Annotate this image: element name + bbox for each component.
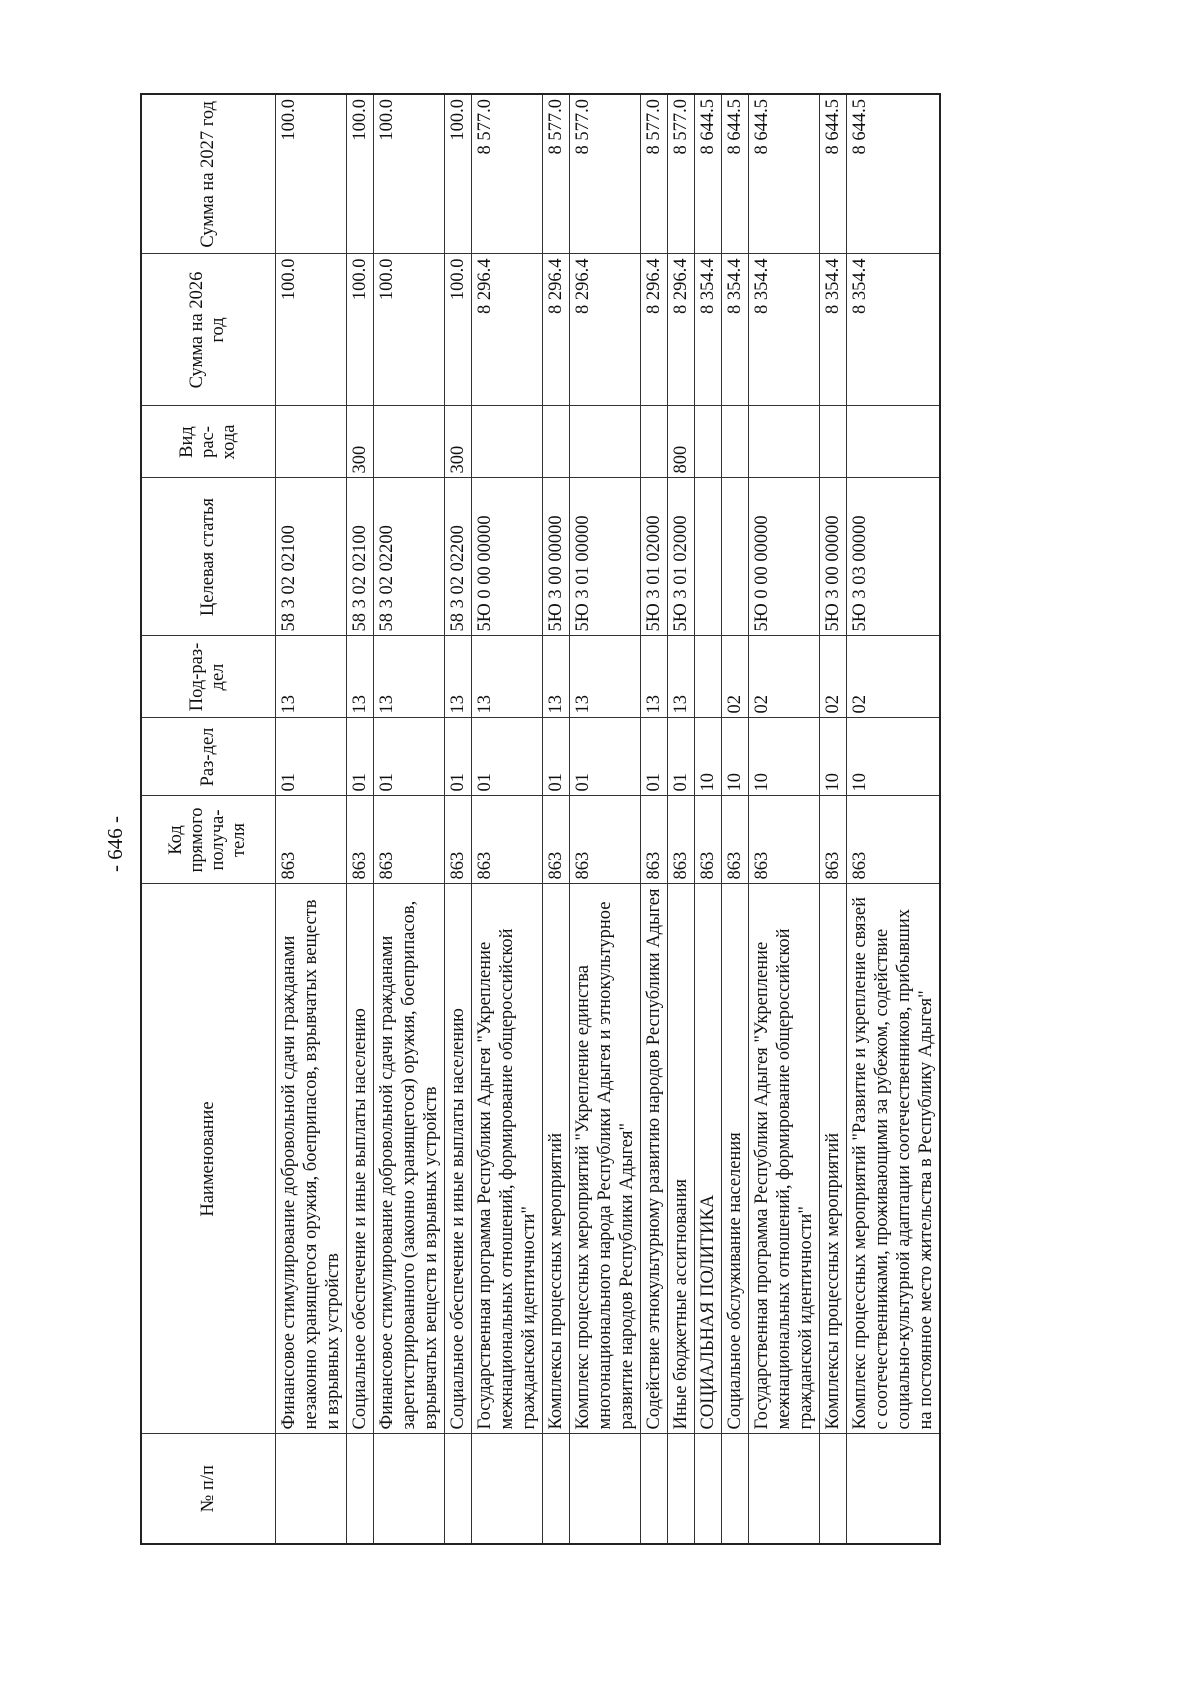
cell-vid [819,406,846,478]
cell-sum2026: 8 354.4 [846,254,940,406]
cell-num [640,1434,667,1544]
cell-article: 5Ю 0 00 00000 [748,478,819,636]
cell-code: 863 [667,796,694,884]
table-row [667,94,694,1544]
header-name: Наименование [141,884,275,1434]
page-number: - 646 - [102,816,127,872]
cell-sum2027: 8 644.5 [748,94,819,254]
cell-vid [640,406,667,478]
cell-code: 863 [569,796,640,884]
cell-name: Комплекс процессных мероприятий "Развитие и укрепление связей с соотечественниками, проживающими за рубежом, содействие социально-культурной адаптации соотечественников, прибывших на постоянное место жительства в Республику Адыгея" [846,884,940,1434]
cell-podrazdel: 02 [748,636,819,718]
cell-article [721,478,748,636]
cell-podrazdel: 02 [846,636,940,718]
table-row [542,94,569,1544]
cell-article: 5Ю 3 01 02000 [640,478,667,636]
cell-article: 5Ю 0 00 00000 [471,478,542,636]
cell-article: 5Ю 3 01 00000 [569,478,640,636]
cell-podrazdel: 02 [819,636,846,718]
cell-razdel: 10 [819,718,846,796]
cell-article: 58 3 02 02100 [275,478,346,636]
header-sum2027: Сумма на 2027 год [141,94,275,254]
cell-sum2026: 8 354.4 [819,254,846,406]
cell-code: 863 [373,796,444,884]
cell-num [471,1434,542,1544]
cell-vid [275,406,346,478]
cell-podrazdel: 13 [542,636,569,718]
cell-num [846,1434,940,1544]
cell-article [694,478,721,636]
cell-num [748,1434,819,1544]
header-num: № п/п [141,1434,275,1544]
cell-sum2027: 8 577.0 [569,94,640,254]
cell-sum2027: 100.0 [275,94,346,254]
cell-name: Финансовое стимулирование добровольной сдачи гражданами незаконно хранящегося оружия, боеприпасов, взрывчатых веществ и взрывных устройств [275,884,346,1434]
cell-vid [846,406,940,478]
cell-sum2027: 8 577.0 [471,94,542,254]
cell-num [694,1434,721,1544]
cell-sum2026: 100.0 [346,254,373,406]
cell-sum2027: 100.0 [346,94,373,254]
cell-article: 5Ю 3 01 02000 [667,478,694,636]
table-body [275,94,940,1544]
cell-razdel: 10 [694,718,721,796]
cell-num [542,1434,569,1544]
cell-sum2027: 8 644.5 [819,94,846,254]
cell-razdel: 01 [569,718,640,796]
cell-podrazdel: 13 [346,636,373,718]
table-row [346,94,373,1544]
cell-razdel: 01 [373,718,444,796]
cell-num [721,1434,748,1544]
table-row [819,94,846,1544]
cell-code: 863 [542,796,569,884]
cell-sum2027: 8 577.0 [542,94,569,254]
cell-podrazdel: 13 [373,636,444,718]
cell-sum2027: 100.0 [444,94,471,254]
cell-razdel: 01 [667,718,694,796]
header-row [141,94,275,1544]
cell-podrazdel: 13 [667,636,694,718]
cell-vid [373,406,444,478]
cell-name: Комплексы процессных мероприятий [542,884,569,1434]
cell-name: Социальное обеспечение и иные выплаты населению [346,884,373,1434]
cell-podrazdel: 13 [640,636,667,718]
cell-podrazdel: 13 [275,636,346,718]
table-row [846,94,940,1544]
cell-name: Финансовое стимулирование добровольной сдачи гражданами зарегистрированного (законно хранящегося) оружия, боеприпасов, взрывчатых веществ и взрывных устройств [373,884,444,1434]
cell-article: 5Ю 3 00 00000 [542,478,569,636]
table-row [444,94,471,1544]
cell-sum2026: 8 354.4 [748,254,819,406]
cell-sum2027: 8 577.0 [667,94,694,254]
cell-article: 5Ю 3 00 00000 [819,478,846,636]
cell-vid [569,406,640,478]
cell-num [346,1434,373,1544]
cell-sum2026: 8 296.4 [542,254,569,406]
cell-vid [721,406,748,478]
cell-article: 5Ю 3 03 00000 [846,478,940,636]
cell-vid: 300 [346,406,373,478]
cell-sum2026: 8 296.4 [640,254,667,406]
header-podrazdel: Под-раз-дел [141,636,275,718]
cell-num [373,1434,444,1544]
cell-sum2026: 100.0 [444,254,471,406]
cell-podrazdel: 13 [444,636,471,718]
cell-razdel: 10 [846,718,940,796]
cell-article: 58 3 02 02200 [373,478,444,636]
cell-vid [471,406,542,478]
cell-code: 863 [846,796,940,884]
cell-code: 863 [346,796,373,884]
cell-sum2026: 8 296.4 [569,254,640,406]
header-vid: Вид рас-хода [141,406,275,478]
cell-razdel: 01 [542,718,569,796]
cell-code: 863 [444,796,471,884]
cell-razdel: 01 [471,718,542,796]
cell-vid [748,406,819,478]
cell-sum2027: 8 644.5 [846,94,940,254]
cell-name: Социальное обслуживание населения [721,884,748,1434]
cell-name: Государственная программа Республики Адыгея "Укрепление межнациональных отношений, формирование общероссийской гражданской идентичности" [471,884,542,1434]
header-razdel: Раз-дел [141,718,275,796]
table-row [569,94,640,1544]
cell-sum2027: 8 577.0 [640,94,667,254]
cell-num [667,1434,694,1544]
cell-code: 863 [721,796,748,884]
cell-num [819,1434,846,1544]
cell-sum2026: 100.0 [275,254,346,406]
cell-vid [542,406,569,478]
cell-article: 58 3 02 02100 [346,478,373,636]
cell-num [444,1434,471,1544]
cell-razdel: 10 [748,718,819,796]
table-row [721,94,748,1544]
cell-name: Социальное обеспечение и иные выплаты населению [444,884,471,1434]
cell-vid: 300 [444,406,471,478]
cell-name: Содействие этнокультурному развитию народов Республики Адыгея [640,884,667,1434]
cell-num [275,1434,346,1544]
cell-sum2026: 8 354.4 [694,254,721,406]
cell-name: Комплексы процессных мероприятий [819,884,846,1434]
cell-sum2026: 8 354.4 [721,254,748,406]
cell-code: 863 [471,796,542,884]
table-row [748,94,819,1544]
cell-razdel: 10 [721,718,748,796]
cell-sum2027: 100.0 [373,94,444,254]
cell-razdel: 01 [640,718,667,796]
cell-sum2027: 8 644.5 [721,94,748,254]
table-row [275,94,346,1544]
rotated-page [140,95,1100,1545]
cell-code: 863 [275,796,346,884]
cell-num [569,1434,640,1544]
table-row [694,94,721,1544]
budget-table [140,93,941,1545]
cell-razdel: 01 [275,718,346,796]
cell-name: Государственная программа Республики Адыгея "Укрепление межнациональных отношений, формирование общероссийской гражданской идентичности" [748,884,819,1434]
cell-code: 863 [819,796,846,884]
cell-code: 863 [694,796,721,884]
cell-sum2026: 8 296.4 [471,254,542,406]
cell-razdel: 01 [346,718,373,796]
table-row [471,94,542,1544]
header-code: Код прямого получа-теля [141,796,275,884]
header-article: Целевая статья [141,478,275,636]
cell-podrazdel [694,636,721,718]
cell-name: Комплекс процессных мероприятий "Укрепление единства многонационального народа Республики Адыгея и этнокультурное развитие народов Республики Адыгея" [569,884,640,1434]
cell-podrazdel: 13 [569,636,640,718]
cell-podrazdel: 13 [471,636,542,718]
cell-vid [694,406,721,478]
cell-name: Иные бюджетные ассигнования [667,884,694,1434]
cell-razdel: 01 [444,718,471,796]
cell-code: 863 [640,796,667,884]
cell-vid: 800 [667,406,694,478]
table-row [640,94,667,1544]
header-sum2026: Сумма на 2026 год [141,254,275,406]
cell-sum2026: 8 296.4 [667,254,694,406]
cell-sum2026: 100.0 [373,254,444,406]
table-row [373,94,444,1544]
cell-article: 58 3 02 02200 [444,478,471,636]
cell-podrazdel: 02 [721,636,748,718]
cell-code: 863 [748,796,819,884]
cell-name: СОЦИАЛЬНАЯ ПОЛИТИКА [694,884,721,1434]
cell-sum2027: 8 644.5 [694,94,721,254]
